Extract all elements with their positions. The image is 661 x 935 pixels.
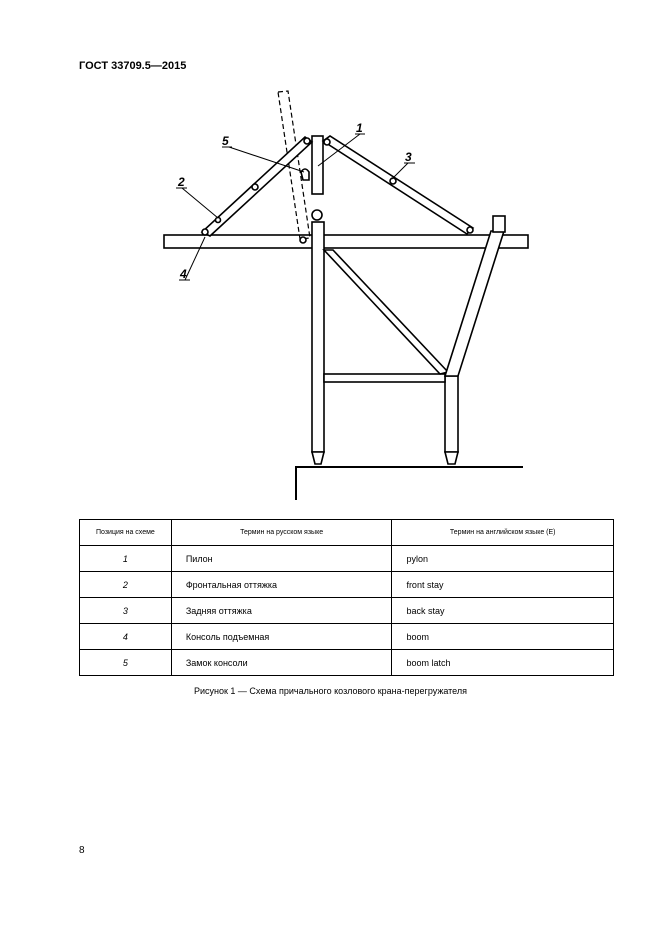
ground-line [296, 467, 523, 500]
table-header-row [80, 520, 614, 546]
pylon [312, 136, 323, 194]
cell-russian: Консоль подъемная [171, 624, 392, 650]
boom-latch [301, 169, 309, 180]
cell-english: back stay [392, 598, 614, 624]
boom [164, 235, 528, 248]
document-header: ГОСТ 33709.5—2015 [79, 60, 187, 72]
cell-english: boom latch [392, 650, 614, 676]
cell-position: 1 [80, 546, 172, 572]
table-row [80, 598, 614, 624]
figure-caption: Рисунок 1 — Схема причального козлового крана-перегружателя [193, 686, 468, 696]
pylon-hinge [312, 210, 322, 220]
back-stay [323, 136, 473, 234]
left-leg-foot [312, 452, 324, 464]
cell-russian: Задняя оттяжка [171, 598, 392, 624]
table-row [80, 546, 614, 572]
strut-top [493, 216, 505, 232]
portal-tie [324, 374, 445, 382]
cell-position: 4 [80, 624, 172, 650]
callout-5: 5 [222, 134, 229, 148]
cell-position: 3 [80, 598, 172, 624]
table-row [80, 624, 614, 650]
cell-english: boom [392, 624, 614, 650]
cell-english: front stay [392, 572, 614, 598]
callout-2: 2 [178, 175, 185, 189]
right-leg-foot [445, 452, 458, 464]
diagonal-brace [324, 250, 448, 374]
cell-russian: Фронтальная оттяжка [171, 572, 392, 598]
right-leg [445, 376, 458, 452]
cell-position: 5 [80, 650, 172, 676]
inclined-strut [445, 231, 504, 376]
cell-position: 2 [80, 572, 172, 598]
cell-english: pylon [392, 546, 614, 572]
cell-russian: Замок консоли [171, 650, 392, 676]
table-row [80, 572, 614, 598]
terms-table [79, 519, 614, 676]
header-english: Термин на английском языке (E) [392, 520, 614, 546]
table-row [80, 650, 614, 676]
cell-russian: Пилон [171, 546, 392, 572]
header-position: Позиция на схеме [80, 520, 172, 546]
callout-1: 1 [356, 121, 363, 135]
header-russian: Термин на русском языке [171, 520, 392, 546]
left-leg [312, 222, 324, 452]
callout-3: 3 [405, 150, 412, 164]
callout-4: 4 [180, 267, 187, 281]
page-number: 8 [79, 845, 85, 856]
